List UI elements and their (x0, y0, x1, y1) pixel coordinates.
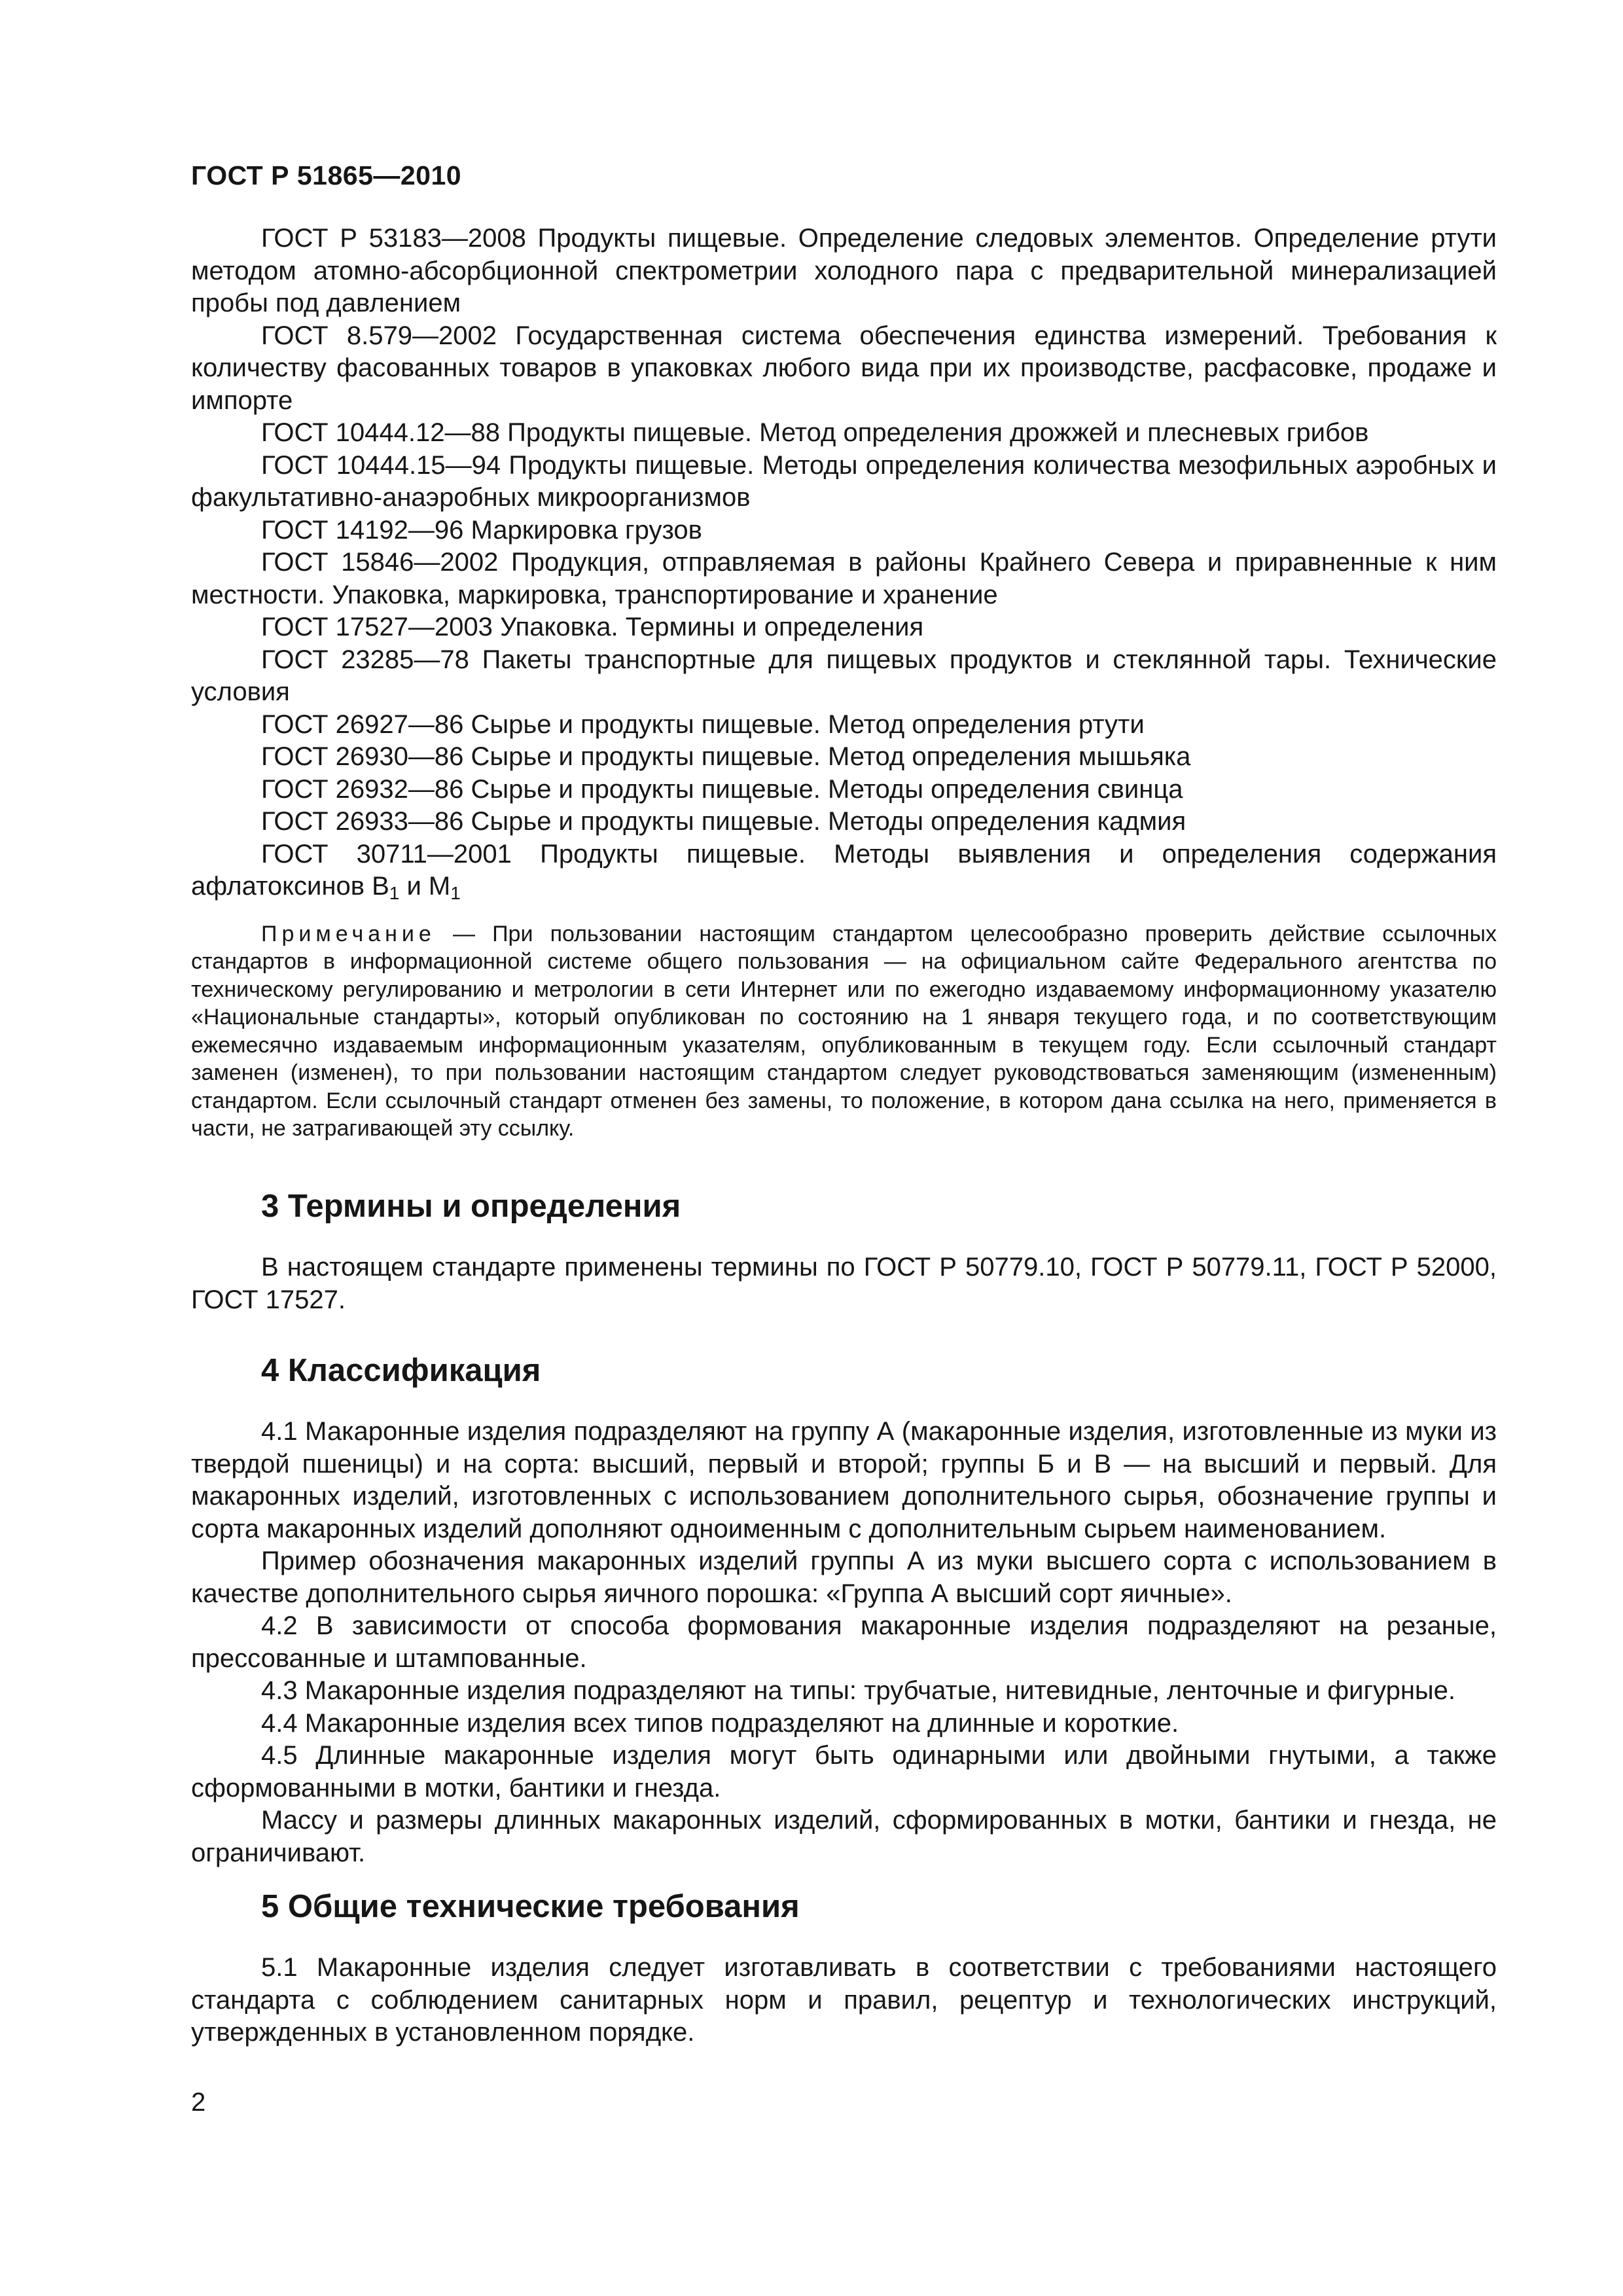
document-header: ГОСТ Р 51865—2010 (191, 160, 462, 190)
paragraph: 4.5 Длинные макаронные изделия могут быть одинарными или двойными гнутыми, а также сформованными в мотки, бантики и гнезда. (191, 1741, 1497, 1803)
subscript: 1 (389, 883, 400, 903)
reference-item: ГОСТ 17527—2003 Упаковка. Термины и определения (261, 613, 924, 641)
reference-text: ГОСТ 30711—2001 Продукты пищевые. Методы выявления и определения содержания афлатоксинов B (191, 839, 1497, 901)
normative-references (191, 223, 1497, 1143)
section-body (191, 1251, 1497, 1316)
page-number: 2 (191, 2088, 206, 2117)
paragraph: 4.3 Макаронные изделия подразделяют на типы: трубчатые, нитевидные, ленточные и фигурные. (261, 1676, 1456, 1705)
reference-item: ГОСТ 15846—2002 Продукция, отправляемая в районы Крайнего Севера и приравненные к ним местности. Упаковка, маркировка, транспортирование и хранение (191, 548, 1497, 609)
reference-item (191, 838, 1497, 903)
reference-item: ГОСТ 26930—86 Сырье и продукты пищевые. Метод определения мышьяка (261, 742, 1191, 771)
reference-text: и M (399, 872, 451, 901)
reference-item: ГОСТ 10444.12—88 Продукты пищевые. Метод определения дрожжей и плесневых грибов (261, 418, 1369, 447)
reference-item: ГОСТ 14192—96 Маркировка грузов (261, 515, 702, 545)
reference-item: ГОСТ Р 53183—2008 Продукты пищевые. Определение следовых элементов. Определение ртути методом атомно-абсорбционной спектрометрии холодного пара с предварительной минерализацией пробы под давлением (191, 224, 1497, 317)
paragraph: Пример обозначения макаронных изделий группы А из муки высшего сорта с использованием в качестве дополнительного сырья яичного порошка: «Группа А высший сорт яичные». (191, 1547, 1497, 1608)
paragraph: 4.2 В зависимости от способа формования макаронные изделия подразделяют на резаные, прессованные и штампованные. (191, 1611, 1497, 1673)
reference-item: ГОСТ 23285—78 Пакеты транспортные для пищевых продуктов и стеклянной тары. Технические условия (191, 645, 1497, 706)
paragraph: 4.4 Макаронные изделия всех типов подразделяют на длинные и короткие. (261, 1708, 1179, 1738)
subscript: 1 (450, 883, 461, 903)
section-body (191, 1416, 1497, 1869)
section-heading: 4 Классификация (261, 1353, 541, 1388)
reference-item: ГОСТ 8.579—2002 Государственная система обеспечения единства измерений. Требования к количеству фасованных товаров в упаковках любого вида при их производстве, расфасовке, продаже и импорте (191, 321, 1497, 415)
reference-item: ГОСТ 26927—86 Сырье и продукты пищевые. Метод определения ртути (261, 709, 1145, 739)
paragraph: В настоящем стандарте применены термины по ГОСТ Р 50779.10, ГОСТ Р 50779.11, ГОСТ Р 52000, ГОСТ 17527. (191, 1253, 1497, 1314)
note-text: — При пользовании настоящим стандартом целесообразно проверить действие ссылочных стандартов в информационной системе общего пользования — на официальном сайте Федерального агентства по техническому регулированию и метрологии в сети Интернет или по ежегодно издаваемому информационному указателю «Национальные стандарты», который опубликован по состоянию на 1 января текущего года, и по соответствующим ежемесячно издаваемым информационным указателям, опубликованным в текущем году. Если ссылочный стандарт заменен (изменен), то при пользовании настоящим стандартом следует руководствоваться заменяющим (измененным) стандартом. Если ссылочный стандарт отменен без замены, то положение, в котором дана ссылка на него, применяется в части, не затрагивающей эту ссылку. (191, 921, 1497, 1141)
reference-item: ГОСТ 10444.15—94 Продукты пищевые. Методы определения количества мезофильных аэробных и факультативно-анаэробных микроорганизмов (191, 450, 1497, 512)
section-body (191, 1952, 1497, 2049)
note-paragraph (191, 920, 1497, 1143)
paragraph: 5.1 Макаронные изделия следует изготавливать в соответствии с требованиями настоящего стандарта с соблюдением санитарных норм и правил, рецептур и технологических инструкций, утвержденных в установленном порядке. (191, 1953, 1497, 2047)
section-heading: 3 Термины и определения (261, 1189, 681, 1224)
reference-item: ГОСТ 26933—86 Сырье и продукты пищевые. Методы определения кадмия (261, 807, 1186, 836)
note-label: Примечание (261, 921, 436, 946)
paragraph: 4.1 Макаронные изделия подразделяют на группу А (макаронные изделия, изготовленные из муки из твердой пшеницы) и на сорта: высший, первый и второй; группы Б и В — на высший и первый. Для макаронных изделий, изготовленных с использованием дополнительного сырья, обозначение группы и сорта макаронных изделий дополняют одноименным с дополнительным сырьем наименованием. (191, 1417, 1497, 1543)
paragraph: Массу и размеры длинных макаронных изделий, сформированных в мотки, бантики и гнезда, не ограничивают. (191, 1806, 1497, 1867)
section-heading: 5 Общие технические требования (261, 1889, 800, 1924)
reference-item: ГОСТ 26932—86 Сырье и продукты пищевые. Методы определения свинца (261, 774, 1183, 804)
